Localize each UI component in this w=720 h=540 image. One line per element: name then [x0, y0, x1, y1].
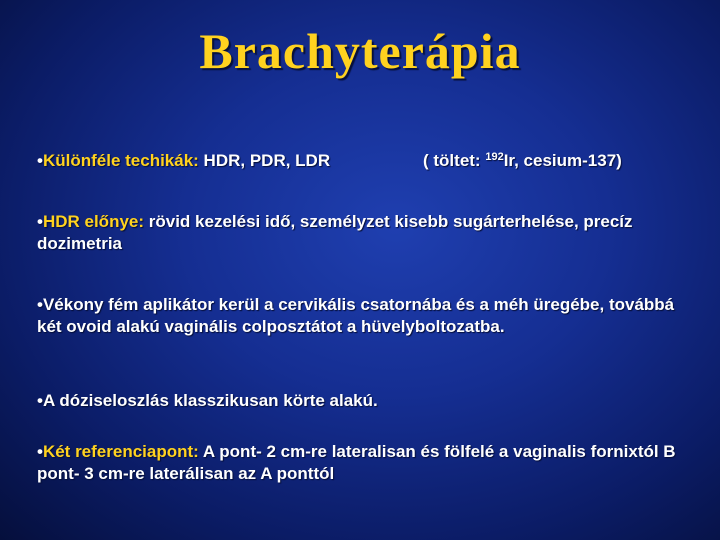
bullet-marker: • — [37, 442, 43, 461]
bullet-text: A pont- 2 cm-re lateralisan és fölfelé a vaginalis fornixtól B pont- 3 cm-re laterálisan az A ponttól — [37, 442, 676, 483]
bullet-highlight: Különféle techikák: — [42, 151, 199, 170]
isotope-mass-number: 192 — [485, 151, 504, 163]
slide-title: Brachyterápia — [199, 23, 521, 79]
bullet-dose-distribution — [37, 390, 692, 412]
bullet-highlight: HDR előnye: — [42, 212, 145, 231]
bullet-applicator — [37, 294, 692, 338]
source-note-open: ( töltet: — [423, 151, 486, 170]
bullet-marker: • — [37, 391, 43, 410]
bullet-highlight: Két referenciapont: — [42, 442, 199, 461]
bullet-techniques — [37, 150, 692, 172]
source-note — [423, 150, 622, 172]
bullet-marker: • — [37, 151, 43, 170]
bullet-text: HDR, PDR, LDR — [198, 151, 331, 170]
source-note-rest: Ir, cesium-137) — [503, 151, 622, 170]
bullet-marker: • — [37, 295, 43, 314]
bullet-text: A dóziseloszlás klasszikusan körte alakú. — [42, 391, 378, 410]
bullet-reference-points — [37, 441, 692, 485]
bullet-marker: • — [37, 212, 43, 231]
bullet-text: rövid kezelési idő, személyzet kisebb sugárterhelése, precíz dozimetria — [37, 212, 633, 253]
bullet-text: Vékony fém aplikátor kerül a cervikális csatornába és a méh üregébe, továbbá két ovoid alakú vaginális colposztátot a hüvelyboltozatba. — [37, 295, 675, 336]
bullet-hdr-advantage — [37, 211, 692, 255]
